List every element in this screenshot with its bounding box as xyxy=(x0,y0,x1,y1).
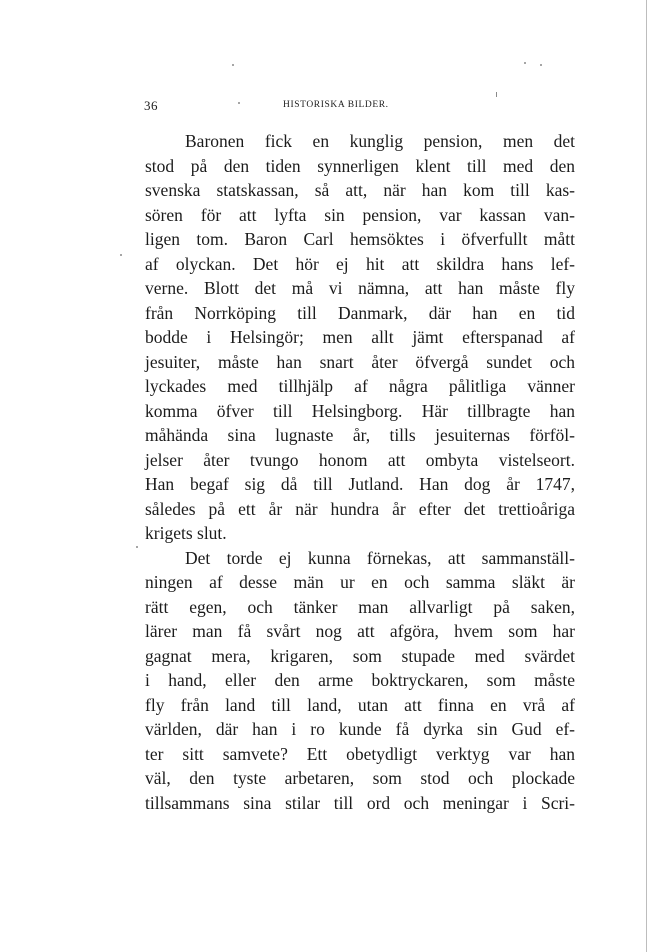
text-line: lärer man få svårt nog att afgöra, hvem som har xyxy=(145,621,575,641)
text-line: ligen tom. Baron Carl hemsöktes i öfverfullt mått xyxy=(145,229,575,249)
text-line: lyckades med tillhjälp af några pålitliga vänner xyxy=(145,376,575,396)
text-line: väl, den tyste arbetaren, som stod och plockade xyxy=(145,768,575,788)
text-line: Baronen fick en kunglig pension, men det xyxy=(185,131,575,151)
text-line: bodde i Helsingör; men allt jämt efterspanad af xyxy=(145,327,575,347)
running-head: HISTORISKA BILDER. xyxy=(283,100,389,110)
text-line: svenska statskassan, så att, när han kom till kas- xyxy=(145,180,575,200)
text-line: krigets slut. xyxy=(145,523,227,543)
paper-speck xyxy=(120,254,122,256)
page-number: 36 xyxy=(144,98,158,113)
text-line: från Norrköping till Danmark, där han en tid xyxy=(145,302,575,323)
page-header xyxy=(144,98,574,114)
paper-speck xyxy=(524,62,526,64)
text-line: verne. Blott det må vi nämna, att han måste fly xyxy=(145,278,575,298)
text-line: Det torde ej kunna förnekas, att sammanställ- xyxy=(185,547,575,568)
paper-speck xyxy=(540,64,542,66)
text-line: tillsammans sina stilar till ord och meningar i Scri- xyxy=(145,792,575,813)
text-line: stod på den tiden synnerligen klent till med den xyxy=(145,155,575,176)
text-line: således på ett år när hundra år efter det trettioåriga xyxy=(145,498,575,519)
text-line: sören för att lyfta sin pension, var kassan van- xyxy=(145,204,575,225)
text-line: gagnat mera, krigaren, som stupade med svärdet xyxy=(145,645,575,666)
text-line: i hand, eller den arme boktryckaren, som måste xyxy=(145,670,575,690)
text-line: af olyckan. Det hör ej hit att skildra hans lef- xyxy=(145,253,575,274)
text-line: fly från land till land, utan att finna en vrå af xyxy=(145,694,575,715)
paper-speck xyxy=(232,64,234,66)
paper-speck xyxy=(496,92,497,97)
text-line: komma öfver till Helsingborg. Här tillbragte han xyxy=(145,400,575,421)
text-line: jelser åter tvungo honom att ombyta vistelseort. xyxy=(145,449,575,470)
text-line: jesuiter, måste han snart åter öfvergå sundet och xyxy=(145,351,575,372)
text-line: världen, där han i ro kunde få dyrka sin Gud ef- xyxy=(145,719,575,739)
text-line: Han begaf sig då till Jutland. Han dog år 1747, xyxy=(145,474,575,494)
text-line: rätt egen, och tänker man allvarligt på saken, xyxy=(145,596,575,617)
paper-speck xyxy=(136,546,138,548)
text-line: ter sitt samvete? Ett obetydligt verktyg var han xyxy=(145,743,575,764)
page-edge-rule xyxy=(646,0,647,952)
text-line: måhända sina lugnaste år, tills jesuiternas förföl- xyxy=(145,425,575,445)
text-line: ningen af desse män ur en och samma släkt är xyxy=(145,572,575,592)
body-text xyxy=(145,129,575,815)
